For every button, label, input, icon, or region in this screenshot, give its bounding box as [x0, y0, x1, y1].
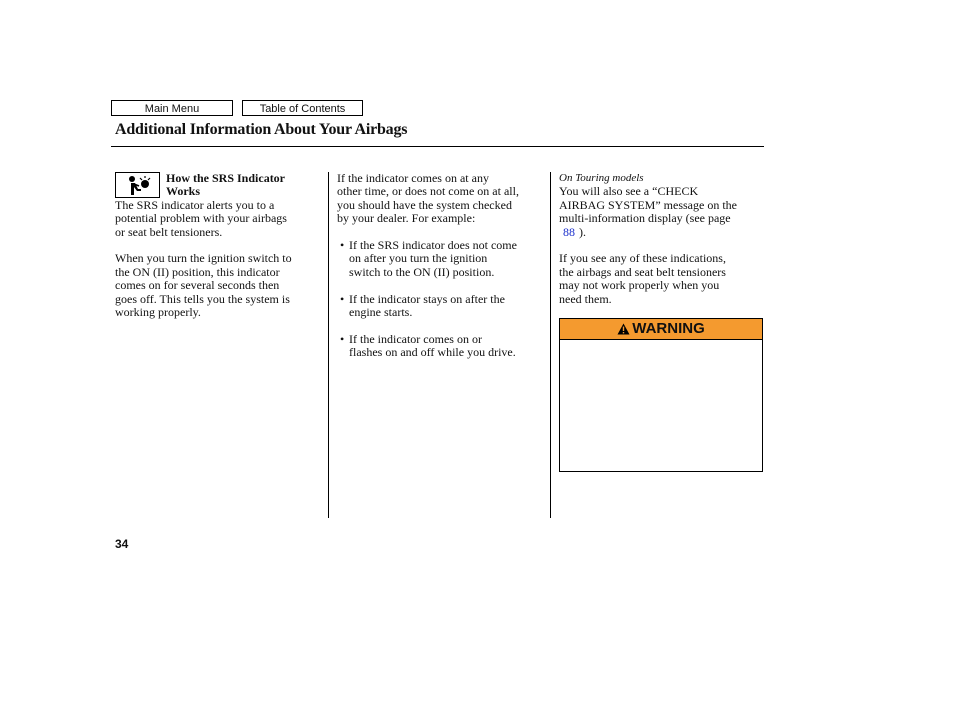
text-line: AIRBAG SYSTEM” message on the — [559, 197, 737, 212]
text-line: on after you turn the ignition — [349, 251, 488, 266]
text-line: You will also see a “CHECK — [559, 184, 699, 199]
bullet-dot: • — [340, 238, 345, 253]
bullet-dot: • — [340, 331, 345, 346]
title-rule — [111, 146, 764, 147]
warning-label: WARNING — [632, 320, 705, 337]
paragraph-ignition — [115, 252, 320, 319]
text-line: ). — [579, 224, 586, 239]
text-line: If the SRS indicator does not come — [349, 238, 517, 253]
column-3 — [559, 172, 763, 306]
bullet-item — [337, 293, 547, 320]
text-line: flashes on and off while you drive. — [349, 345, 516, 360]
paragraph-indications — [559, 252, 763, 306]
text-line: When you turn the ignition switch to — [115, 251, 292, 266]
subhead-line: Works — [166, 184, 201, 199]
text-line: comes on for several seconds then — [115, 278, 280, 293]
subhead-line: How the SRS Indicator — [166, 171, 286, 185]
text-line: you should have the system checked — [337, 197, 512, 212]
page-reference-link[interactable]: 88 — [563, 224, 575, 239]
warning-triangle-icon — [617, 323, 630, 335]
page-title: Additional Information About Your Airbags — [115, 121, 408, 138]
text-line: goes off. This tells you the system is — [115, 291, 290, 306]
warning-box — [559, 318, 763, 472]
paragraph-srs-alert — [115, 199, 320, 239]
bullet-item — [337, 333, 547, 360]
warning-header — [560, 319, 762, 340]
main-menu-button[interactable]: Main Menu — [111, 100, 233, 116]
model-note: On Touring models — [559, 172, 644, 184]
text-line: potential problem with your airbags — [115, 211, 287, 226]
text-line: switch to the ON (II) position. — [349, 264, 495, 279]
paragraph-other-time — [337, 172, 547, 226]
column-1 — [115, 172, 320, 319]
text-line: If you see any of these indications, — [559, 251, 726, 266]
column-divider-1 — [328, 172, 329, 518]
column-2 — [337, 172, 547, 360]
column-divider-2 — [550, 172, 551, 518]
paragraph-check-airbag — [559, 185, 763, 239]
text-line: engine starts. — [349, 305, 413, 320]
text-line: the airbags and seat belt tensioners — [559, 264, 726, 279]
text-line: The SRS indicator alerts you to a — [115, 197, 275, 212]
text-line: other time, or does not come on at all, — [337, 184, 519, 199]
table-of-contents-button[interactable]: Table of Contents — [242, 100, 363, 116]
page-number: 34 — [115, 537, 129, 551]
bullet-dot: • — [340, 291, 345, 306]
bullet-item — [337, 239, 547, 279]
text-line: working properly. — [115, 305, 201, 320]
text-line: If the indicator comes on or — [349, 331, 482, 346]
text-line: If the indicator comes on at any — [337, 171, 489, 185]
text-line: If the indicator stays on after the — [349, 291, 505, 306]
text-line: the ON (II) position, this indicator — [115, 264, 280, 279]
text-line: may not work properly when you — [559, 278, 720, 293]
text-line: or seat belt tensioners. — [115, 224, 223, 239]
text-line: by your dealer. For example: — [337, 211, 476, 226]
text-line: need them. — [559, 291, 612, 306]
text-line: multi-information display (see page — [559, 211, 731, 226]
